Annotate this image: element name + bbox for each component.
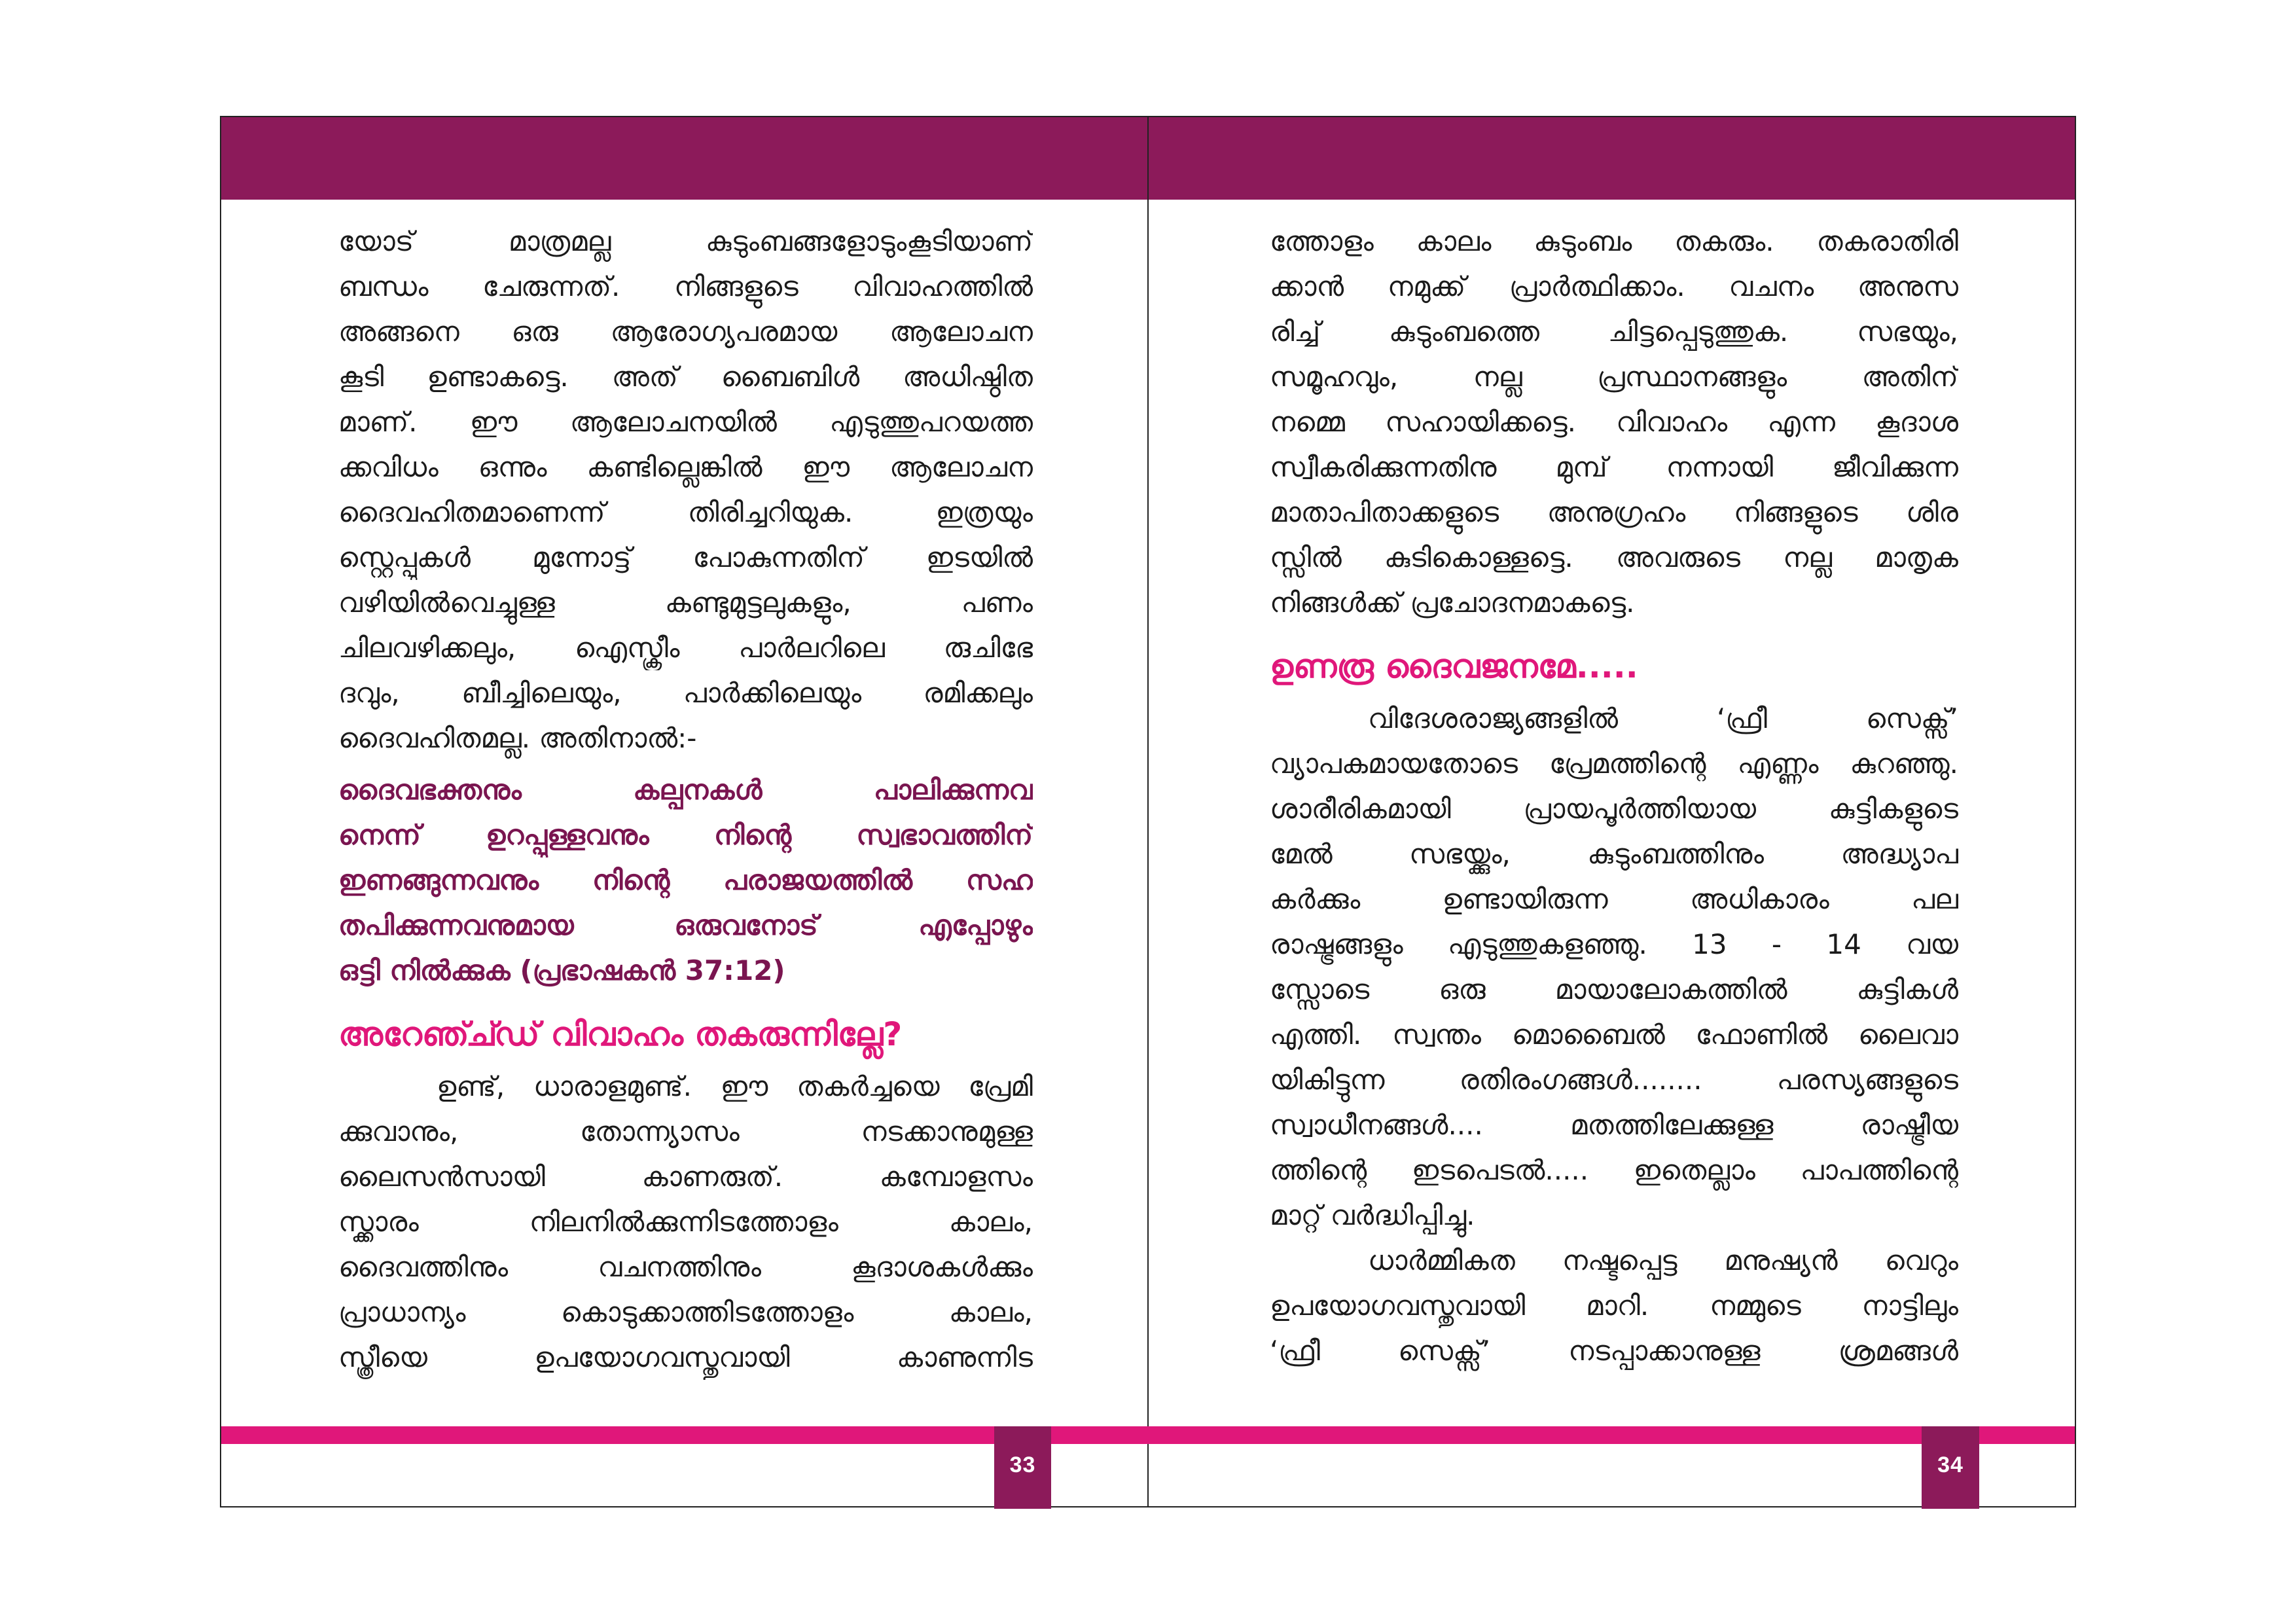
quote-line: ഇണങ്ങുന്നവനും നിന്റെ പരാജയത്തിൽ സഹ: [338, 864, 1033, 896]
text-line: ‘ഫ്രീ സെക്സ്’ നടപ്പാക്കാനുള്ള ശ്രമങ്ങൾ: [1270, 1335, 1958, 1367]
text-line: ദൈവഹിതമാണെന്ന് തിരിച്ചറിയുക. ഇത്രയും: [338, 496, 1033, 528]
left-page-column: [338, 219, 1033, 1380]
text-line: മാതാപിതാക്കളുടെ അനുഗ്രഹം നിങ്ങളുടെ ശിര: [1270, 496, 1958, 528]
footer-bar: [221, 1426, 2075, 1444]
text-line: രാഷ്ട്രങ്ങളും എടുത്തുകളഞ്ഞു. 13 - 14 വയ: [1270, 928, 1958, 960]
page-number-right: 34: [1922, 1426, 1979, 1509]
text-line: സ്റ്റെപ്പുകൾ മുന്നോട്ട് പോകുന്നതിന് ഇടയിൽ: [338, 541, 1033, 573]
page-number-left: 33: [994, 1426, 1051, 1509]
quote-line: തപിക്കുന്നവനുമായ ഒരുവനോട് എപ്പോഴും: [338, 909, 1033, 941]
section-heading-arranged-marriage: അറേഞ്ച്ഡ് വിവാഹം തകരുന്നില്ലേ?: [338, 1015, 903, 1053]
section-heading-wake-up: ഉണരൂ ദൈവജനമേ.....: [1270, 647, 1638, 685]
text-line: സ്വീകരിക്കുന്നതിനു മുമ്പ് നന്നായി ജീവിക്കുന്ന: [1270, 451, 1958, 483]
right-paragraph-3: [1270, 1238, 1958, 1373]
text-line: സ്ത്രീയെ ഉപയോഗവസ്തുവായി കാണുന്നിട: [338, 1341, 1033, 1373]
page-divider: [1147, 117, 1149, 1506]
text-line: ധാർമ്മികത നഷ്ടപ്പെട്ട മനുഷ്യൻ വെറും: [1368, 1244, 1958, 1276]
quote-line: നെന്ന് ഉറപ്പുള്ളവനും നിന്റെ സ്വഭാവത്തിന്: [338, 819, 1033, 851]
right-paragraph-2: [1270, 696, 1958, 1238]
text-line: മാറ്റ് വർദ്ധിപ്പിച്ചു.: [1270, 1199, 1475, 1231]
text-line: എത്തി. സ്വന്തം മൊബൈൽ ഫോണിൽ ലൈവാ: [1270, 1019, 1958, 1051]
text-line: ദൈവത്തിനും വചനത്തിനും കൂദാശകൾക്കും: [338, 1251, 1033, 1283]
text-line: വ്യാപകമായതോടെ പ്രേമത്തിന്റെ എണ്ണം കുറഞ്ഞു.: [1270, 748, 1958, 780]
text-line: സ്വാധീനങ്ങൾ.... മതത്തിലേക്കുള്ള രാഷ്ട്രീയ: [1270, 1109, 1958, 1141]
text-line: മേൽ സഭയ്ക്കും, കുടുംബത്തിനും അദ്ധ്യാപ: [1270, 838, 1958, 870]
text-line: ക്കുവാനും, തോന്ന്യാസം നടക്കാനുമുള്ള: [338, 1115, 1033, 1147]
right-paragraph-1: [1270, 219, 1958, 625]
text-line: സ്സിൽ കുടികൊള്ളട്ടെ. അവരുടെ നല്ല മാതൃക: [1270, 541, 1958, 573]
text-line: ത്തിന്റെ ഇടപെടൽ..... ഇതെല്ലാം പാപത്തിന്റെ: [1270, 1154, 1958, 1186]
text-line: കർക്കും ഉണ്ടായിരുന്ന അധികാരം പല: [1270, 883, 1958, 915]
text-line: കൂടി ഉണ്ടാകട്ടെ. അത് ബൈബിൾ അധിഷ്ഠിത: [338, 361, 1033, 393]
text-line: യോട് മാത്രമല്ല കുടുംബങ്ങളോടുംകൂടിയാണ്: [338, 225, 1033, 257]
text-line: സ്സോടെ ഒരു മായാലോകത്തിൽ കുട്ടികൾ: [1270, 973, 1958, 1005]
text-line: സ്ക്കാരം നിലനിൽക്കുന്നിടത്തോളം കാലം,: [338, 1206, 1033, 1238]
text-line: ത്തോളം കാലം കുടുംബം തകരും. തകരാതിരി: [1270, 225, 1958, 257]
quote-line: ദൈവഭക്തനും കല്പനകൾ പാലിക്കുന്നവ: [338, 774, 1033, 806]
text-line: ദൈവഹിതമല്ല. അതിനാൽ:-: [338, 722, 697, 754]
right-page-column: [1270, 219, 1958, 1373]
text-line: പ്രാധാന്യം കൊടുക്കാത്തിടത്തോളം കാലം,: [338, 1296, 1033, 1328]
text-line: നിങ്ങൾക്ക് പ്രചോദനമാകട്ടെ.: [1270, 586, 1635, 619]
text-line: ദവും, ബീച്ചിലെയും, പാർക്കിലെയും രമിക്കലും: [338, 677, 1033, 709]
text-line: നമ്മെ സഹായിക്കട്ടെ. വിവാഹം എന്ന കൂദാശ: [1270, 406, 1958, 438]
text-line: ചിലവഴിക്കലും, ഐസ്ക്രീം പാർലറിലെ രുചിഭേ: [338, 632, 1033, 664]
quote-line: ഒട്ടി നിൽക്കുക (പ്രഭാഷകൻ 37:12): [338, 954, 785, 986]
text-line: ബന്ധം ചേരുന്നത്. നിങ്ങളുടെ വിവാഹത്തിൽ: [338, 270, 1033, 302]
text-line: ക്കാൻ നമുക്ക് പ്രാർത്ഥിക്കാം. വചനം അനുസ: [1270, 270, 1958, 302]
scripture-quote: [338, 767, 1033, 993]
text-line: വിദേശരാജ്യങ്ങളിൽ ‘ഫ്രീ സെക്സ്’: [1368, 702, 1958, 734]
text-line: യികിട്ടുന്ന രതിരംഗങ്ങൾ........ പരസ്യങ്ങളുടെ: [1270, 1064, 1958, 1096]
left-paragraph-1: [338, 219, 1033, 761]
text-line: ശാരീരികമായി പ്രായപൂർത്തിയായ കുട്ടികളുടെ: [1270, 793, 1958, 825]
text-line: വഴിയിൽവെച്ചുള്ള കണ്ടുമുട്ടലുകളും, പണം: [338, 586, 1033, 619]
text-line: ഉപയോഗവസ്തുവായി മാറി. നമ്മുടെ നാട്ടിലും: [1270, 1290, 1958, 1322]
text-line: മാണ്. ഈ ആലോചനയിൽ എടുത്തുപറയത്ത: [338, 406, 1033, 438]
text-line: ഉണ്ട്, ധാരാളമുണ്ട്. ഈ തകർച്ചയെ പ്രേമി: [437, 1070, 1033, 1102]
left-paragraph-2: [338, 1064, 1033, 1380]
text-line: സമൂഹവും, നല്ല പ്രസ്ഥാനങ്ങളും അതിന്: [1270, 361, 1958, 393]
text-line: രിച്ച് കുടുംബത്തെ ചിട്ടപ്പെടുത്തുക. സഭയും,: [1270, 316, 1958, 348]
book-spread: [220, 116, 2076, 1507]
text-line: ക്കവിധം ഒന്നും കണ്ടില്ലെങ്കിൽ ഈ ആലോചന: [338, 451, 1033, 483]
text-line: അങ്ങനെ ഒരു ആരോഗ്യപരമായ ആലോചന: [338, 316, 1033, 348]
text-line: ലൈസൻസായി കാണരുത്. കമ്പോളസം: [338, 1161, 1033, 1193]
